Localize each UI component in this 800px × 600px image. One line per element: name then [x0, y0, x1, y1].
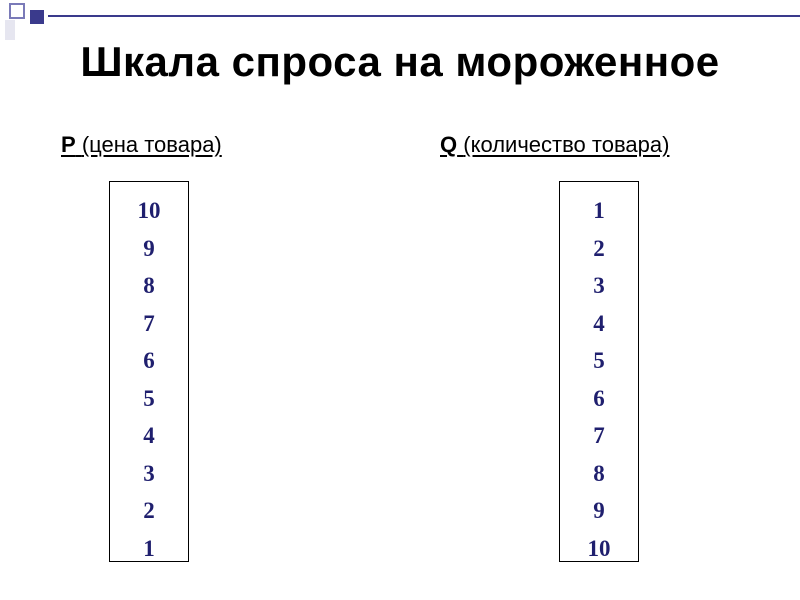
quantity-value: 3 [593, 273, 605, 298]
price-value: 6 [143, 348, 155, 373]
deco-square [30, 10, 44, 24]
quantity-value: 8 [593, 460, 605, 486]
price-value: 10 [137, 198, 161, 223]
price-values-box [109, 181, 189, 562]
quantity-value: 7 [593, 423, 605, 448]
deco-bar [5, 20, 15, 40]
price-value: 7 [143, 310, 155, 336]
price-label: (цена товара) [81, 132, 222, 157]
quantity-value: 5 [593, 348, 605, 373]
price-value: 2 [143, 498, 155, 523]
price-value: 3 [143, 460, 155, 486]
price-value: 1 [143, 535, 155, 561]
quantity-value: 2 [593, 235, 605, 261]
slide-decoration [0, 0, 800, 40]
quantity-value: 10 [587, 535, 611, 561]
quantity-column-header [440, 132, 669, 158]
quantity-value: 6 [593, 385, 605, 411]
quantity-value: 9 [593, 498, 605, 523]
quantity-values-box [559, 181, 639, 562]
price-column-header [61, 132, 222, 158]
price-value: 8 [143, 273, 155, 298]
price-value: 4 [143, 423, 155, 448]
quantity-value: 4 [593, 310, 605, 336]
price-value: 9 [143, 235, 155, 261]
price-value: 5 [143, 385, 155, 411]
quantity-value: 1 [593, 198, 605, 223]
quantity-symbol: Q [440, 132, 458, 157]
price-symbol: P [61, 132, 76, 157]
slide-title: Шкала спроса на мороженное [80, 38, 720, 85]
deco-square [10, 4, 24, 18]
quantity-label: (количество товара) [463, 132, 670, 157]
